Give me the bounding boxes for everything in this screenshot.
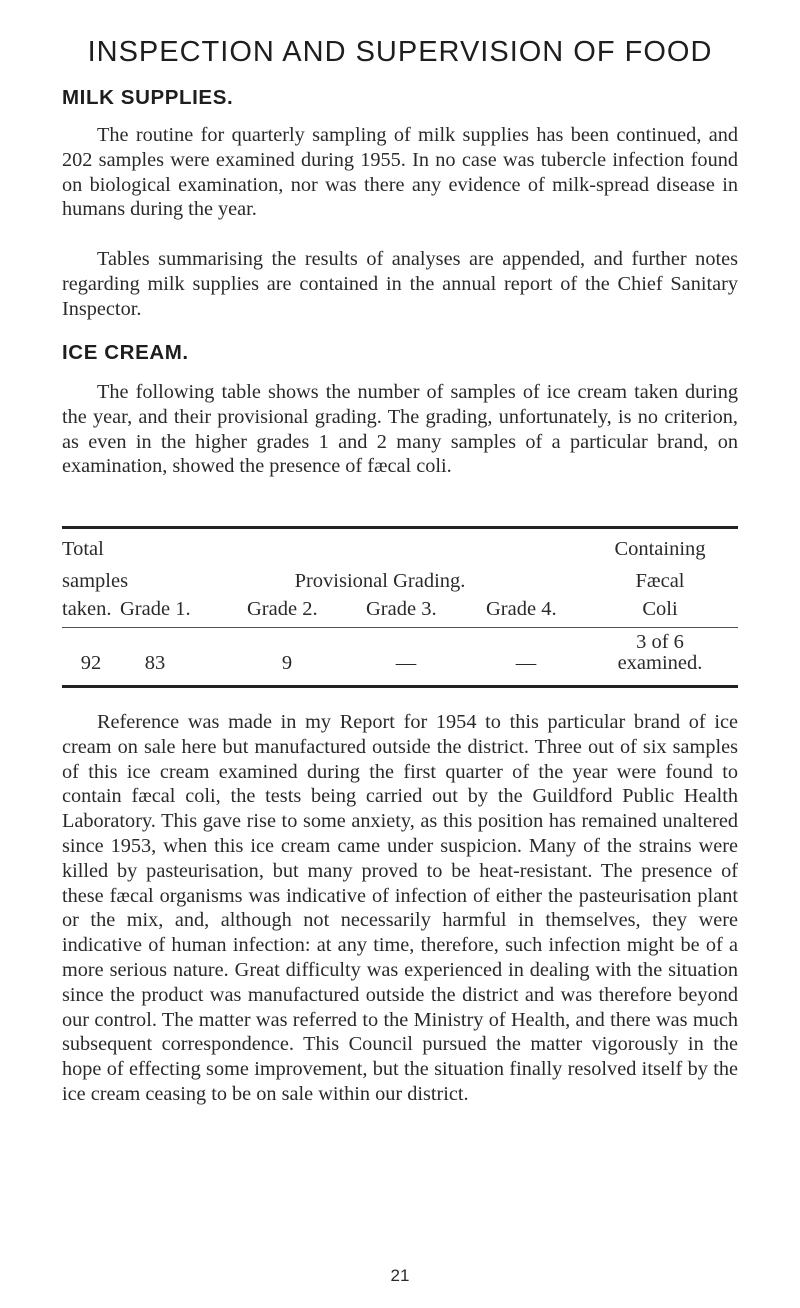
table-bottom-rule <box>62 685 738 688</box>
cell-grade-2: 9 <box>281 652 293 674</box>
header-grade-1: Grade 1. <box>120 598 191 620</box>
ice-cream-body-paragraph: Reference was made in my Report for 1954 to this particular brand of ice cream on sale here but manufactured outside the district. Three out of six samples of this ice cream examined during the first quarter of the year were found to contain fæcal coli, the tests being carried out by the Guildford Public Health Laboratory. This gave rise to some anxiety, as this position has remained unaltered since 1953, when this ice cream came under suspicion. Many of the strains were killed by pasteurisation, but many proved to be heat-resistant. The presence of these fæcal organisms was indicative of infection of either the pasteurisation plant or the mix, and, although not necessarily harmful in themselves, they were indicative of human infection: at any time, therefore, such infection might be of a more serious nature. Great difficulty was experienced in dealing with the situation since the product was manufactured outside the district and was therefore beyond our control. The matter was referred to the Ministry of Health, and there was much subsequent correspondence. This Council pursued the matter vigorously in the hope of effecting some improvement, but the situation finally resolved itself by the ice cream ceasing to be on sale within our district. <box>62 711 738 1105</box>
header-total-line3: taken. <box>62 598 112 620</box>
header-containing-line1: Containing <box>614 538 706 560</box>
milk-paragraph-2: Tables summarising the results of analyses are appended, and further notes regarding milk supplies are contained in the annual report of the Chief Sanitary Inspector. <box>62 248 738 320</box>
header-provisional-grading: Provisional Grading. <box>294 570 466 592</box>
header-containing-line3: Coli <box>642 598 678 620</box>
header-total-line1: Total <box>62 538 104 560</box>
cell-grade-1: 83 <box>144 652 166 674</box>
table-top-rule <box>62 526 738 529</box>
page-number: 21 <box>390 1266 410 1285</box>
cell-containing-line2: examined. <box>617 652 703 674</box>
table-header-rule <box>62 627 738 628</box>
page-title: INSPECTION AND SUPERVISION OF FOOD <box>87 36 713 68</box>
cell-grade-4: — <box>515 652 537 674</box>
header-grade-3: Grade 3. <box>366 598 437 620</box>
header-grade-4: Grade 4. <box>486 598 557 620</box>
header-containing-line2: Fæcal <box>635 570 685 592</box>
cell-grade-3: — <box>395 652 417 674</box>
header-grade-2: Grade 2. <box>247 598 318 620</box>
milk-supplies-heading: MILK SUPPLIES. <box>62 86 234 109</box>
header-total-line2: samples <box>62 570 129 592</box>
milk-paragraph-1: The routine for quarterly sampling of milk supplies has been continued, and 202 samples were examined during 1955. In no case was tubercle infection found on biological examination, nor was there any evidence of milk-spread disease in humans during the year. <box>62 124 738 221</box>
cell-containing-line1: 3 of 6 <box>636 631 684 653</box>
ice-cream-intro-paragraph: The following table shows the number of samples of ice cream taken during the year, and their provisional grading. The grading, unfortunately, is no criterion, as even in the higher grades 1 and 2 many samples of a particular brand, on examination, showed the presence of fæcal coli. <box>62 381 738 478</box>
cell-total-samples: 92 <box>80 652 102 674</box>
ice-cream-heading: ICE CREAM. <box>62 341 189 364</box>
